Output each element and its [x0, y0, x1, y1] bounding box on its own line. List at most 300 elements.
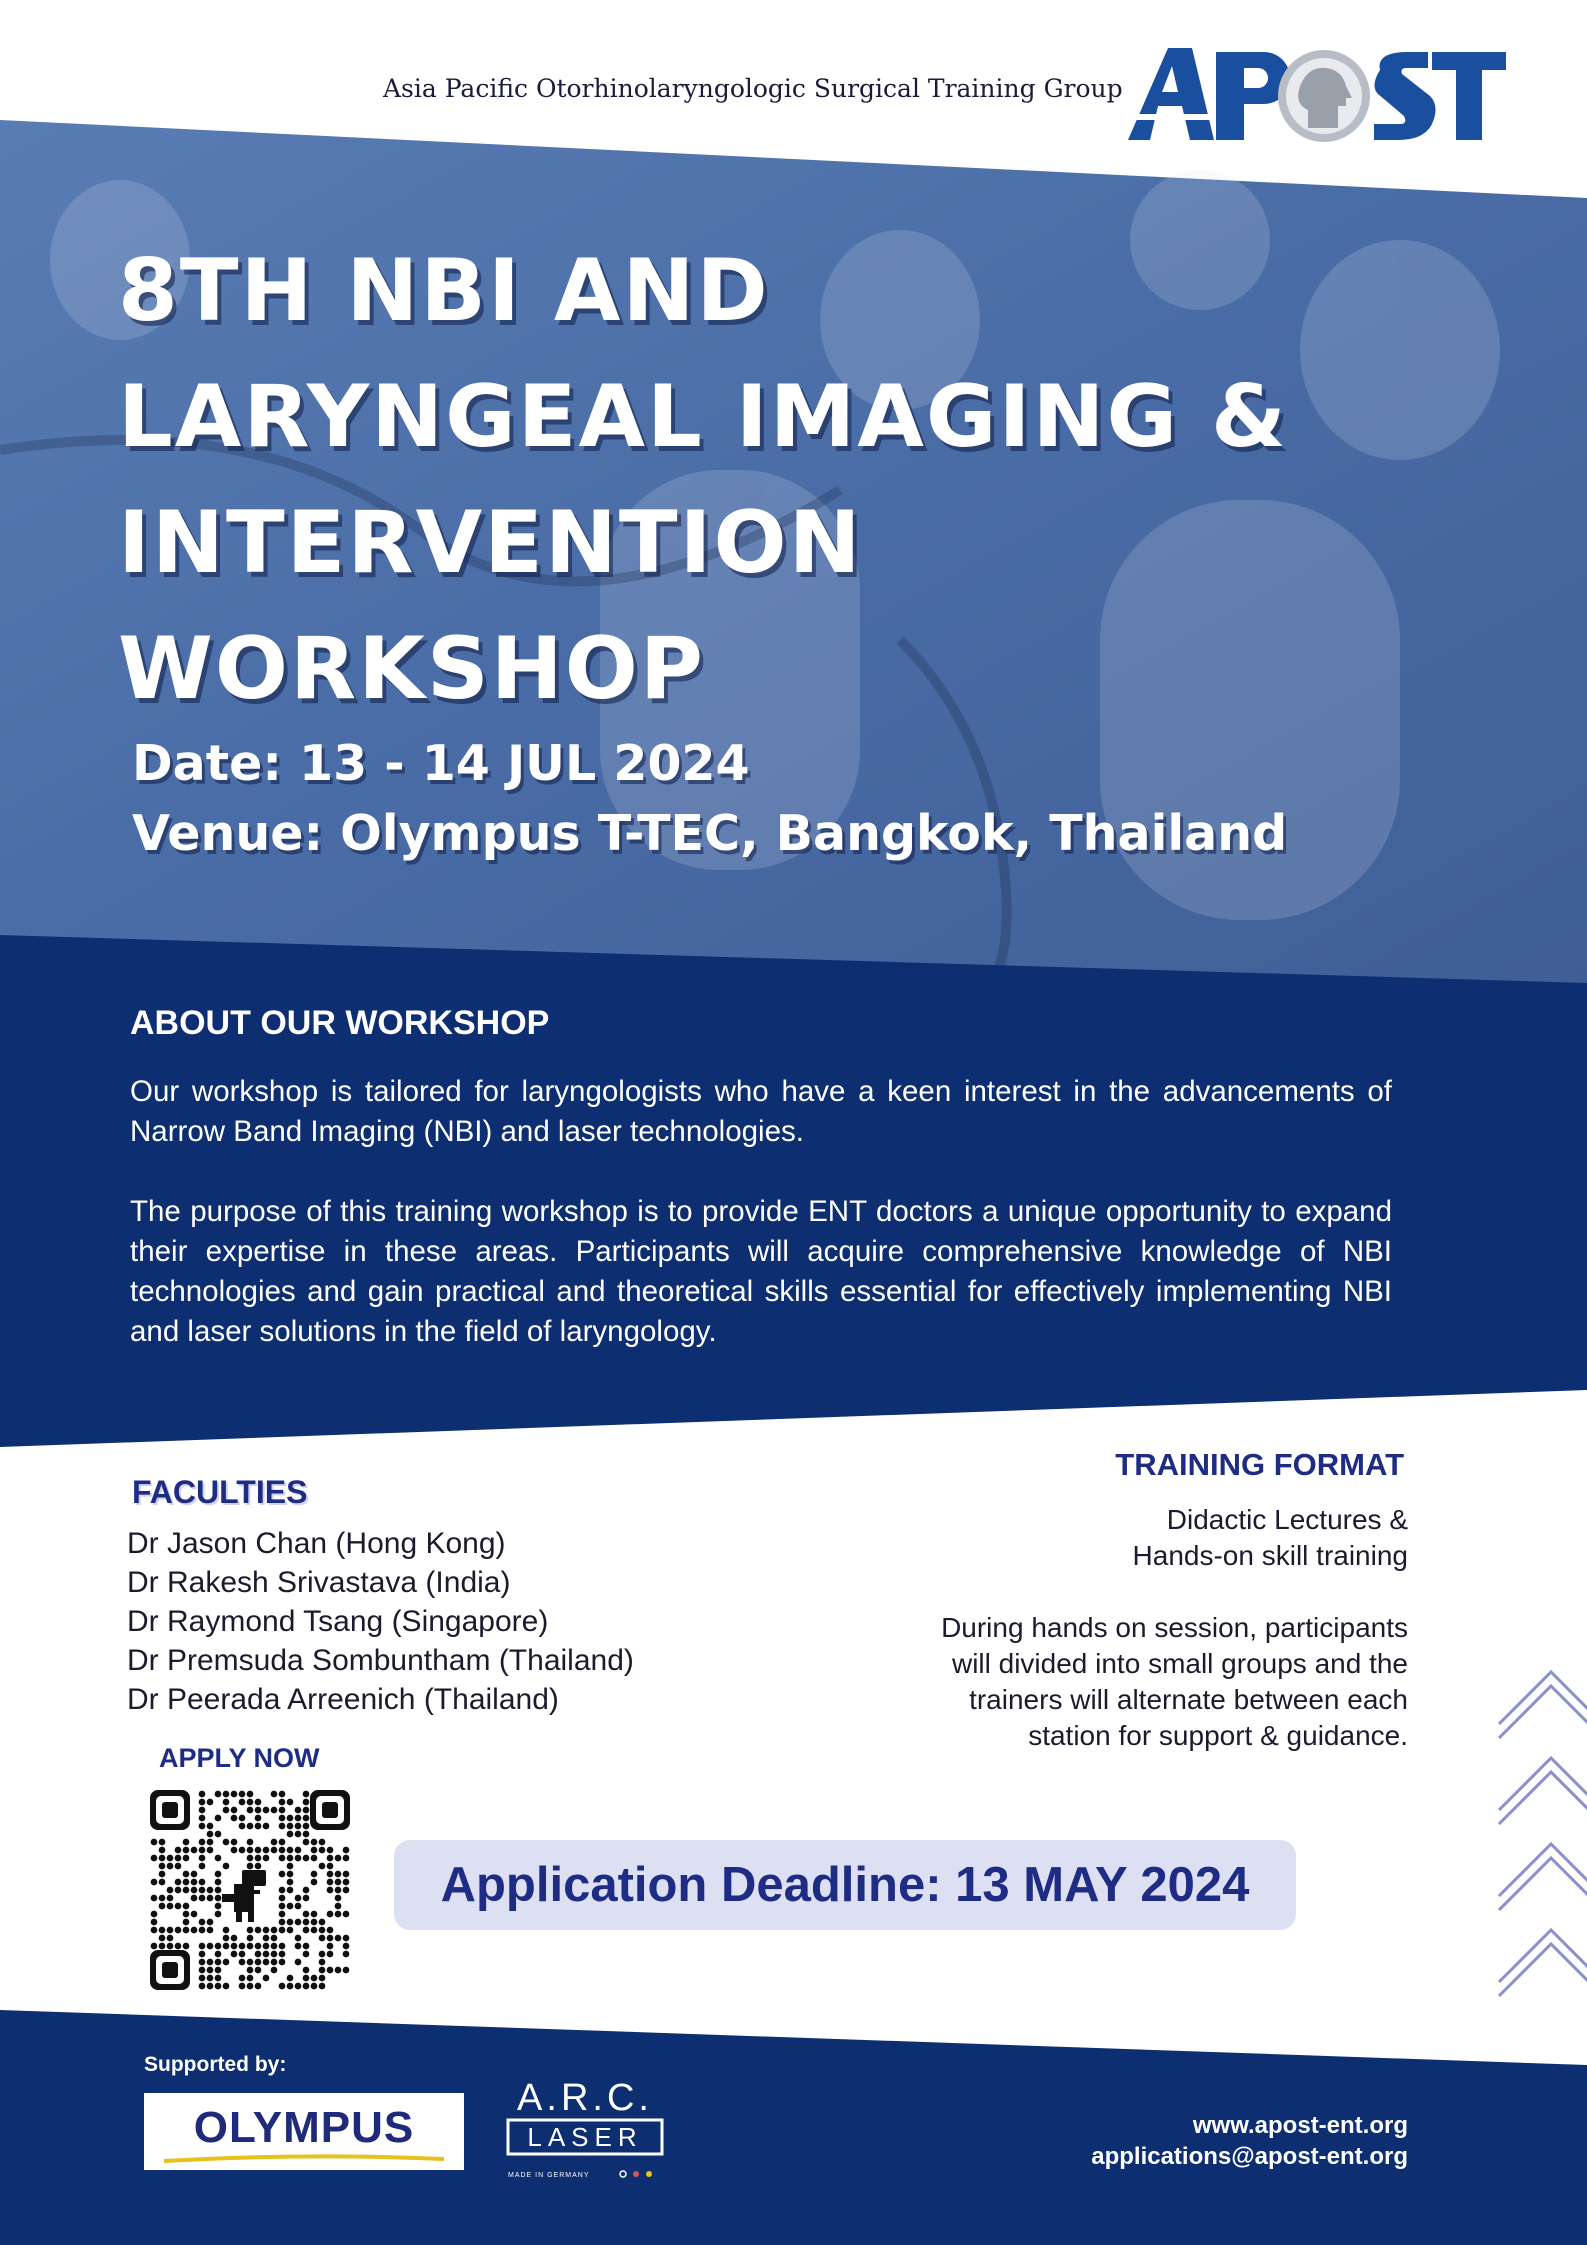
qr-module	[199, 1855, 206, 1862]
qr-module	[279, 1855, 286, 1862]
qr-module	[279, 1823, 286, 1830]
qr-module	[343, 1871, 350, 1878]
qr-module	[319, 1975, 326, 1982]
qr-module	[223, 1983, 230, 1990]
qr-module	[255, 1967, 262, 1974]
faculties-heading: FACULTIES	[132, 1474, 308, 1510]
qr-module	[271, 1807, 278, 1814]
qr-module	[303, 1967, 310, 1974]
qr-module	[199, 1791, 206, 1798]
qr-module	[279, 1895, 286, 1902]
qr-module	[167, 1895, 174, 1902]
arc-laser-text: LASER	[527, 2122, 643, 2152]
organization-name: Asia Pacific Otorhinolaryngologic Surgical Training Group	[383, 74, 1123, 103]
qr-module	[223, 1839, 230, 1846]
qr-module	[279, 1847, 286, 1854]
qr-module	[223, 1799, 230, 1806]
qr-module	[279, 1983, 286, 1990]
qr-module	[303, 1983, 310, 1990]
qr-module	[279, 1959, 286, 1966]
qr-module	[263, 1975, 270, 1982]
title-line: WORKSHOP	[118, 619, 705, 719]
olympus-swoosh-icon	[164, 2151, 444, 2163]
qr-module	[335, 1887, 342, 1894]
qr-module	[199, 1823, 206, 1830]
qr-module	[327, 1927, 334, 1934]
qr-module	[159, 1903, 166, 1910]
qr-module	[255, 1823, 262, 1830]
qr-module	[247, 1975, 254, 1982]
qr-module	[167, 1935, 174, 1942]
qr-module	[191, 1879, 198, 1886]
qr-module	[295, 1831, 302, 1838]
qr-module	[215, 1911, 222, 1918]
qr-module	[287, 1887, 294, 1894]
qr-module	[295, 1943, 302, 1950]
qr-module	[207, 1895, 214, 1902]
qr-module	[199, 1919, 206, 1926]
qr-module	[239, 1815, 246, 1822]
qr-module	[199, 1943, 206, 1950]
qr-module	[319, 1951, 326, 1958]
qr-module	[247, 1791, 254, 1798]
qr-module	[207, 1887, 214, 1894]
qr-module	[319, 1839, 326, 1846]
application-deadline-text: Application Deadline: 13 MAY 2024	[440, 1858, 1250, 1912]
qr-module	[183, 1903, 190, 1910]
qr-module	[239, 1799, 246, 1806]
qr-module	[303, 1815, 310, 1822]
qr-module	[287, 1831, 294, 1838]
qr-module	[223, 1863, 230, 1870]
qr-module	[327, 1935, 334, 1942]
qr-module	[295, 1855, 302, 1862]
qr-module	[199, 1807, 206, 1814]
qr-module	[159, 1839, 166, 1846]
qr-module	[223, 1807, 230, 1814]
training-format-line: Hands-on skill training	[1132, 1540, 1408, 1571]
qr-module	[215, 1967, 222, 1974]
qr-module	[207, 1831, 214, 1838]
qr-module	[343, 1879, 350, 1886]
training-format-description	[808, 1502, 1408, 1574]
qr-module	[295, 1903, 302, 1910]
qr-module	[311, 1839, 318, 1846]
qr-module	[183, 1943, 190, 1950]
qr-module	[191, 1895, 198, 1902]
qr-module	[287, 1823, 294, 1830]
qr-module	[183, 1887, 190, 1894]
qr-module	[151, 1943, 158, 1950]
qr-module	[175, 1903, 182, 1910]
qr-module	[335, 1967, 342, 1974]
qr-module	[183, 1919, 190, 1926]
qr-module	[159, 1855, 166, 1862]
qr-module	[311, 1919, 318, 1926]
qr-module	[215, 1951, 222, 1958]
qr-module	[167, 1903, 174, 1910]
qr-module	[215, 1903, 222, 1910]
qr-module	[287, 1863, 294, 1870]
qr-module	[263, 1927, 270, 1934]
qr-module	[231, 1951, 238, 1958]
qr-module	[287, 1855, 294, 1862]
chevron-up-icon	[1495, 1660, 1587, 2010]
about-paragraph: Our workshop is tailored for laryngologists who have a keen interest in the advancements of Narrow Band Imaging (NBI) and laser technologies.	[130, 1075, 1392, 1148]
qr-module	[263, 1959, 270, 1966]
qr-module	[231, 1807, 238, 1814]
qr-module	[191, 1847, 198, 1854]
qr-module	[255, 1815, 262, 1822]
qr-module	[151, 1839, 158, 1846]
qr-module	[279, 1871, 286, 1878]
qr-module	[207, 1847, 214, 1854]
arc-tagline: MADE IN GERMANY	[508, 2172, 590, 2179]
qr-module	[263, 1847, 270, 1854]
qr-module	[263, 1935, 270, 1942]
qr-module	[311, 1927, 318, 1934]
event-date: Date: 13 - 14 JUL 2024	[132, 735, 750, 792]
qr-module	[247, 1943, 254, 1950]
qr-module	[199, 1983, 206, 1990]
qr-module	[335, 1895, 342, 1902]
qr-module	[159, 1935, 166, 1942]
qr-module	[215, 1855, 222, 1862]
qr-module	[215, 1831, 222, 1838]
title-line: INTERVENTION	[118, 493, 863, 593]
qr-module	[287, 1871, 294, 1878]
qr-module	[319, 1863, 326, 1870]
qr-module	[295, 1919, 302, 1926]
qr-module	[303, 1855, 310, 1862]
qr-module	[231, 1815, 238, 1822]
qr-module	[183, 1879, 190, 1886]
qr-module	[255, 1847, 262, 1854]
qr-module	[247, 1847, 254, 1854]
qr-module	[303, 1951, 310, 1958]
qr-module	[175, 1847, 182, 1854]
qr-module	[247, 1983, 254, 1990]
qr-module	[239, 1943, 246, 1950]
qr-module	[303, 1799, 310, 1806]
arc-laser-logo	[505, 2078, 665, 2183]
qr-module	[343, 1951, 350, 1958]
apply-now-label: APPLY NOW	[159, 1743, 320, 1773]
qr-module	[263, 1943, 270, 1950]
qr-module	[215, 1791, 222, 1798]
qr-module	[303, 1927, 310, 1934]
qr-module	[255, 1799, 262, 1806]
qr-module	[319, 1919, 326, 1926]
qr-module	[199, 1815, 206, 1822]
qr-module	[183, 1927, 190, 1934]
qr-module	[199, 1839, 206, 1846]
title-line: 8TH NBI AND	[118, 241, 770, 341]
qr-module	[175, 1879, 182, 1886]
qr-module	[231, 1839, 238, 1846]
qr-module	[343, 1967, 350, 1974]
qr-module	[247, 1799, 254, 1806]
qr-module	[279, 1903, 286, 1910]
event-venue: Venue: Olympus T-TEC, Bangkok, Thailand	[132, 805, 1288, 862]
qr-module	[271, 1791, 278, 1798]
qr-module	[327, 1847, 334, 1854]
qr-module	[327, 1911, 334, 1918]
session-line: will divided into small groups and the	[951, 1648, 1408, 1679]
qr-module	[151, 1855, 158, 1862]
qr-module	[343, 1935, 350, 1942]
qr-module	[303, 1895, 310, 1902]
qr-module	[303, 1887, 310, 1894]
qr-module	[151, 1879, 158, 1886]
qr-module	[335, 1871, 342, 1878]
qr-module	[287, 1927, 294, 1934]
qr-module	[327, 1863, 334, 1870]
qr-module	[247, 1807, 254, 1814]
qr-module	[255, 1807, 262, 1814]
qr-module	[207, 1823, 214, 1830]
qr-module	[199, 1951, 206, 1958]
qr-module	[199, 1879, 206, 1886]
qr-module	[303, 1823, 310, 1830]
qr-module	[247, 1855, 254, 1862]
qr-module	[335, 1935, 342, 1942]
qr-module	[311, 1847, 318, 1854]
qr-module	[295, 1807, 302, 1814]
qr-module	[215, 1959, 222, 1966]
qr-module	[279, 1951, 286, 1958]
qr-module	[343, 1847, 350, 1854]
qr-module	[231, 1943, 238, 1950]
qr-module	[215, 1871, 222, 1878]
qr-module	[271, 1959, 278, 1966]
qr-module	[319, 1847, 326, 1854]
qr-module	[279, 1807, 286, 1814]
qr-module	[207, 1967, 214, 1974]
qr-module	[231, 1935, 238, 1942]
qr-module	[327, 1951, 334, 1958]
qr-module	[279, 1839, 286, 1846]
qr-module	[207, 1919, 214, 1926]
qr-module	[159, 1895, 166, 1902]
qr-module	[279, 1927, 286, 1934]
session-line: station for support & guidance.	[1028, 1720, 1408, 1751]
qr-module	[183, 1871, 190, 1878]
qr-module	[335, 1911, 342, 1918]
qr-module	[279, 1799, 286, 1806]
qr-module	[239, 1791, 246, 1798]
qr-module	[247, 1927, 254, 1934]
qr-module	[287, 1975, 294, 1982]
qr-module	[183, 1855, 190, 1862]
qr-module	[215, 1879, 222, 1886]
qr-module	[223, 1791, 230, 1798]
qr-module	[175, 1887, 182, 1894]
qr-module	[175, 1855, 182, 1862]
qr-module	[335, 1855, 342, 1862]
qr-module	[183, 1847, 190, 1854]
qr-module	[183, 1839, 190, 1846]
qr-module	[327, 1855, 334, 1862]
qr-module	[199, 1895, 206, 1902]
qr-module	[263, 1807, 270, 1814]
qr-module	[215, 1895, 222, 1902]
qr-module	[199, 1847, 206, 1854]
qr-module	[327, 1871, 334, 1878]
qr-module	[231, 1791, 238, 1798]
qr-module	[247, 1839, 254, 1846]
qr-module	[159, 1847, 166, 1854]
qr-module	[167, 1887, 174, 1894]
qr-module	[159, 1879, 166, 1886]
qr-module	[239, 1975, 246, 1982]
qr-module	[255, 1983, 262, 1990]
qr-module	[271, 1935, 278, 1942]
qr-module	[303, 1831, 310, 1838]
qr-module	[263, 1951, 270, 1958]
qr-module	[295, 1959, 302, 1966]
qr-module	[199, 1927, 206, 1934]
qr-module	[287, 1847, 294, 1854]
qr-module	[207, 1983, 214, 1990]
qr-module	[327, 1879, 334, 1886]
qr-module	[255, 1863, 262, 1870]
qr-module	[271, 1967, 278, 1974]
qr-module	[279, 1943, 286, 1950]
qr-module	[279, 1919, 286, 1926]
qr-module	[311, 1879, 318, 1886]
qr-module	[335, 1903, 342, 1910]
qr-module	[247, 1935, 254, 1942]
faculty-member: Dr Premsuda Sombuntham (Thailand)	[127, 1644, 634, 1677]
training-format-heading: TRAINING FORMAT	[1115, 1447, 1404, 1482]
session-line: During hands on session, participants	[941, 1612, 1408, 1643]
qr-module	[327, 1887, 334, 1894]
qr-module	[175, 1927, 182, 1934]
qr-module	[183, 1911, 190, 1918]
qr-module	[271, 1927, 278, 1934]
qr-module	[271, 1943, 278, 1950]
qr-module	[199, 1959, 206, 1966]
qr-module	[303, 1943, 310, 1950]
qr-module	[287, 1903, 294, 1910]
qr-module	[207, 1959, 214, 1966]
qr-module	[215, 1887, 222, 1894]
faculty-member: Dr Jason Chan (Hong Kong)	[127, 1527, 506, 1560]
arc-logo-text: A.R.C.	[517, 2078, 653, 2119]
qr-module	[167, 1863, 174, 1870]
title-line: LARYNGEAL IMAGING &	[118, 367, 1288, 467]
faculty-member: Dr Rakesh Srivastava (India)	[127, 1566, 511, 1599]
qr-module	[271, 1951, 278, 1958]
qr-module	[311, 1911, 318, 1918]
qr-module	[255, 1927, 262, 1934]
email-link[interactable]: applications@apost-ent.org	[1091, 2143, 1408, 2170]
olympus-logo-text: OLYMPUS	[193, 2103, 415, 2152]
qr-module	[151, 1927, 158, 1934]
qr-module	[303, 1791, 310, 1798]
website-link[interactable]: www.apost-ent.org	[1192, 2112, 1408, 2139]
qr-module	[167, 1927, 174, 1934]
about-heading: ABOUT OUR WORKSHOP	[130, 1004, 550, 1042]
qr-module	[287, 1815, 294, 1822]
faculty-member: Dr Raymond Tsang (Singapore)	[127, 1605, 549, 1638]
qr-module	[311, 1871, 318, 1878]
qr-module	[199, 1863, 206, 1870]
qr-module	[215, 1975, 222, 1982]
qr-module	[151, 1895, 158, 1902]
qr-module	[295, 1823, 302, 1830]
qr-module	[255, 1959, 262, 1966]
qr-module	[295, 1895, 302, 1902]
qr-module	[239, 1823, 246, 1830]
training-format-line: Didactic Lectures &	[1166, 1504, 1408, 1535]
qr-module	[151, 1911, 158, 1918]
qr-module	[319, 1983, 326, 1990]
qr-module	[295, 1935, 302, 1942]
qr-module	[239, 1959, 246, 1966]
application-deadline-banner	[394, 1840, 1296, 1930]
qr-module	[343, 1855, 350, 1862]
qr-code-icon[interactable]	[150, 1790, 350, 1990]
qr-module	[287, 1983, 294, 1990]
qr-module	[303, 1919, 310, 1926]
qr-module	[175, 1943, 182, 1950]
faculty-list	[127, 1524, 634, 1719]
qr-module	[303, 1975, 310, 1982]
qr-module	[239, 1847, 246, 1854]
qr-module	[287, 1879, 294, 1886]
qr-module	[295, 1847, 302, 1854]
qr-module	[263, 1855, 270, 1862]
qr-module	[231, 1847, 238, 1854]
qr-module	[319, 1959, 326, 1966]
qr-module	[255, 1943, 262, 1950]
qr-module	[303, 1839, 310, 1846]
qr-module	[295, 1815, 302, 1822]
qr-module	[239, 1951, 246, 1958]
qr-module	[191, 1927, 198, 1934]
faculty-member: Dr Peerada Arreenich (Thailand)	[127, 1683, 559, 1716]
qr-module	[191, 1871, 198, 1878]
qr-module	[247, 1959, 254, 1966]
qr-module	[263, 1823, 270, 1830]
qr-module	[223, 1927, 230, 1934]
qr-module	[343, 1943, 350, 1950]
qr-module	[175, 1863, 182, 1870]
qr-module	[287, 1919, 294, 1926]
qr-module	[311, 1983, 318, 1990]
qr-module	[199, 1975, 206, 1982]
qr-module	[247, 1967, 254, 1974]
qr-module	[207, 1975, 214, 1982]
hands-on-session-description	[808, 1610, 1408, 1754]
qr-module	[199, 1799, 206, 1806]
qr-module	[271, 1847, 278, 1854]
qr-module	[191, 1911, 198, 1918]
workshop-title	[118, 228, 1498, 732]
qr-module	[279, 1791, 286, 1798]
qr-module	[167, 1855, 174, 1862]
qr-module	[223, 1943, 230, 1950]
supported-by-label: Supported by:	[144, 2053, 287, 2076]
qr-module	[207, 1799, 214, 1806]
qr-module	[279, 1887, 286, 1894]
qr-module	[343, 1887, 350, 1894]
qr-module	[207, 1943, 214, 1950]
qr-module	[215, 1815, 222, 1822]
qr-module	[199, 1887, 206, 1894]
